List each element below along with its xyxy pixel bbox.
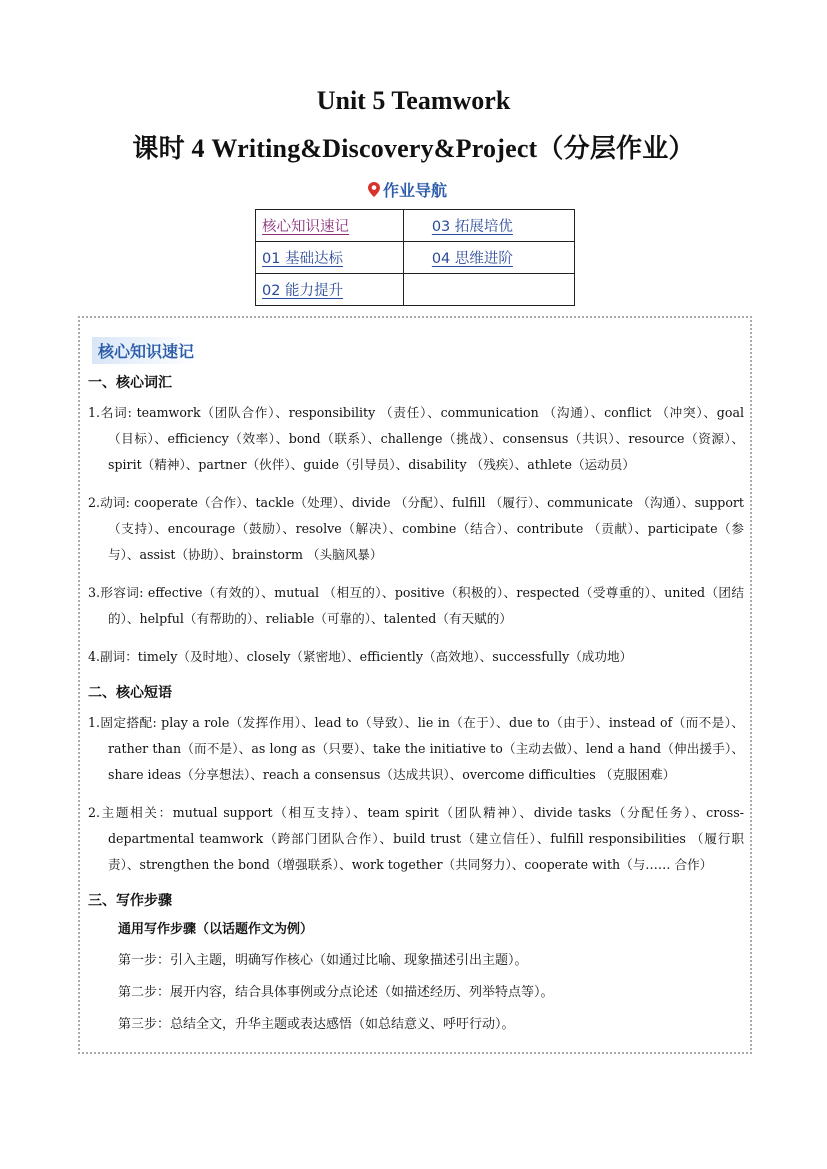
nav-link-core[interactable]: 核心知识速记: [262, 219, 349, 235]
vocab-verbs: 2.动词: cooperate（合作）、tackle（处理）、divide （分配）、fulfill （履行）、communicate （沟通）、support（支持）、encourage（鼓励）、resolve（解决）、combine（结合）、contribute （贡献）、participate（参与）、assist（协助）、brainstorm （头脑风暴）: [88, 495, 744, 562]
page-title: Unit 5 Teamwork: [316, 86, 511, 115]
phrases-topic: 2.主题相关：mutual support（相互支持）、team spirit（团队精神）、divide tasks（分配任务）、cross-departmental teamwork（跨部门团队合作）、build trust（建立信任）、fulfill responsibilities （履行职责）、strengthen the bond（增强联系）、work together（共同努力）、cooperate with（与…… 合作）: [88, 805, 744, 872]
vocab-adverbs: 4.副词：timely（及时地）、closely（紧密地）、efficiently（高效地）、successfully（成功地）: [88, 649, 633, 664]
nav-heading-label: 作业导航: [383, 181, 448, 200]
nav-cell: [403, 210, 574, 242]
writing-step: 第一步：引入主题，明确写作核心（如通过比喻、现象描述引出主题）。: [118, 953, 528, 968]
nav-cell: [256, 242, 404, 274]
part3-heading: 三、写作步骤: [88, 893, 172, 909]
vocab-adjectives: 3.形容词: effective（有效的）、mutual （相互的）、positive（积极的）、respected（受尊重的）、united（团结的）、helpful（有帮助的）、reliable（可靠的）、talented（有天赋的）: [88, 585, 744, 626]
nav-link-extend[interactable]: 03 拓展培优: [431, 219, 513, 235]
nav-cell: [403, 242, 574, 274]
writing-step: 第二步：展开内容，结合具体事例或分点论述（如描述经历、列举特点等）。: [118, 985, 554, 1000]
page-subtitle: 课时 4 Writing&Discovery&Project（分层作业）: [132, 134, 695, 163]
nav-link-thinking[interactable]: 04 思维进阶: [431, 251, 513, 267]
writing-step: 第三步：总结全文，升华主题或表达感悟（如总结意义、呼吁行动）。: [118, 1017, 515, 1032]
nav-table: [255, 209, 575, 306]
location-pin-icon: [368, 182, 380, 197]
nav-link-basic[interactable]: 01 基础达标: [262, 251, 344, 267]
nav-link-ability[interactable]: 02 能力提升: [262, 283, 344, 299]
nav-cell: [256, 274, 404, 306]
phrases-fixed: 1.固定搭配: play a role（发挥作用）、lead to（导致）、lie in（在于）、due to（由于）、instead of（而不是）、rather than（而不是）、as long as（只要）、take the initiative to（主动去做）、lend a hand（伸出援手）、share ideas（分享想法）、reach a consensus（达成共识）、overcome difficulties （克服困难）: [88, 715, 744, 782]
vocab-nouns: 1.名词: teamwork（团队合作）、responsibility （责任）、communication （沟通）、conflict （冲突）、goal（目标）、efficiency（效率）、bond（联系）、challenge（挑战）、consensus（共识）、resource（资源）、spirit（精神）、partner（伙伴）、guide（引导员）、disability （残疾）、athlete（运动员）: [88, 405, 744, 472]
nav-cell-empty: [403, 274, 574, 306]
section-title: 核心知识速记: [92, 337, 198, 364]
writing-steps-subtitle: 通用写作步骤（以话题作文为例）: [118, 922, 314, 937]
content-body: [88, 372, 744, 1044]
nav-heading: [368, 178, 447, 201]
part2-heading: 二、核心短语: [88, 685, 172, 701]
part1-heading: 一、核心词汇: [88, 375, 172, 391]
nav-cell: [256, 210, 404, 242]
